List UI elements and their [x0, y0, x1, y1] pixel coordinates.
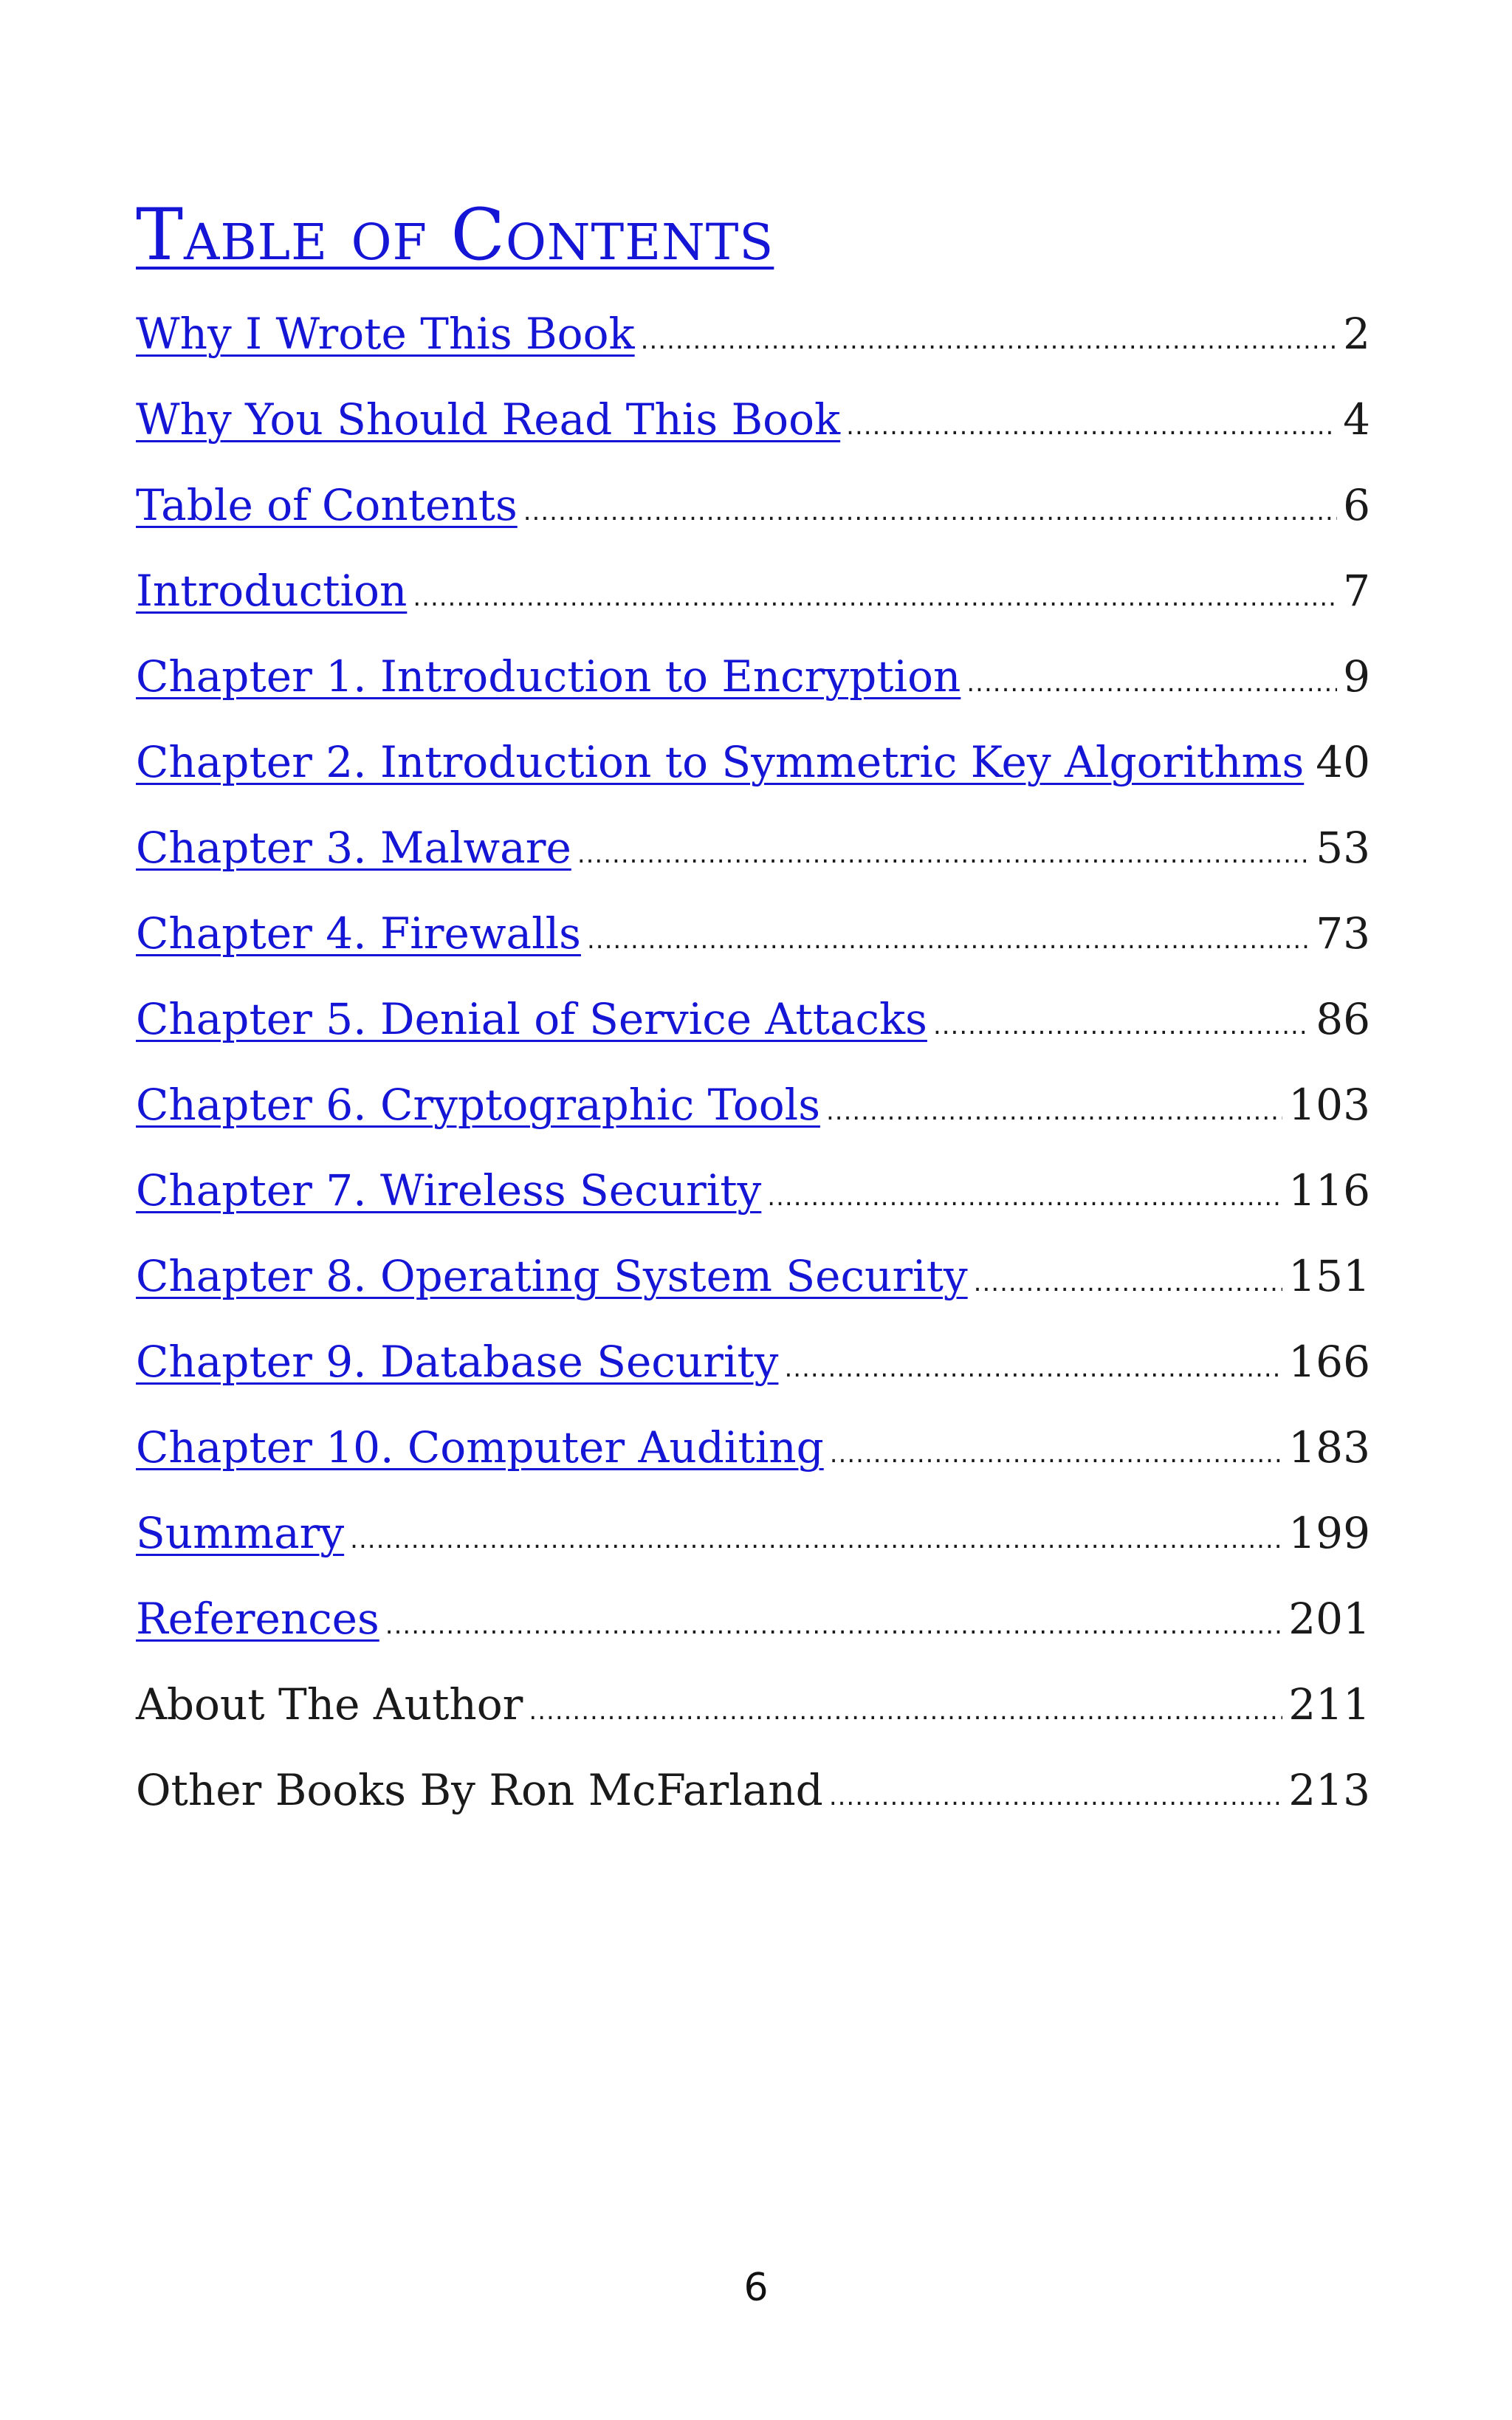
dot-leader — [826, 1083, 1282, 1139]
footer-page-number: 6 — [743, 2266, 769, 2310]
toc-entry — [136, 991, 1370, 1077]
toc-entry-label[interactable]: Chapter 2. Introduction to Symmetric Key Algorithms — [136, 737, 1305, 787]
toc-entry-label[interactable]: Chapter 7. Wireless Security — [136, 1165, 762, 1216]
toc-entry-label[interactable]: Table of Contents — [136, 480, 518, 530]
toc-entry — [136, 1077, 1370, 1162]
dot-leader — [413, 569, 1337, 625]
toc-entry — [136, 1591, 1370, 1676]
toc-entry-label[interactable]: Chapter 9. Database Security — [136, 1337, 779, 1387]
toc-entry-page: 53 — [1316, 823, 1370, 873]
dot-leader — [830, 1426, 1283, 1482]
toc-entry-page: 151 — [1288, 1251, 1370, 1301]
toc-entry — [136, 1162, 1370, 1248]
toc-entry-label[interactable]: Chapter 4. Firewalls — [136, 908, 581, 959]
toc-entry — [136, 477, 1370, 563]
toc-entry-page: 116 — [1288, 1165, 1370, 1216]
toc-entry-page: 7 — [1343, 566, 1370, 616]
toc-entry-label[interactable]: Chapter 6. Cryptographic Tools — [136, 1080, 820, 1130]
toc-entry-label[interactable]: Chapter 1. Introduction to Encryption — [136, 651, 961, 702]
toc-entry — [136, 1419, 1370, 1505]
toc-entry — [136, 905, 1370, 991]
toc-entry-page: 2 — [1343, 309, 1370, 359]
dot-leader — [933, 998, 1310, 1054]
dot-leader — [587, 912, 1310, 968]
dot-leader — [767, 1169, 1282, 1225]
toc-entry-page: 86 — [1316, 994, 1370, 1044]
toc-entry — [136, 1762, 1370, 1848]
dot-leader — [577, 826, 1310, 882]
dot-leader — [829, 1769, 1282, 1825]
toc-entry-label[interactable]: Chapter 8. Operating System Security — [136, 1251, 968, 1301]
toc-entry-page: 40 — [1316, 737, 1371, 787]
dot-leader — [350, 1512, 1282, 1568]
toc-entry-label[interactable]: Chapter 5. Denial of Service Attacks — [136, 994, 927, 1044]
toc-entry-label[interactable]: Summary — [136, 1508, 345, 1558]
toc-entry-label[interactable]: References — [136, 1594, 379, 1644]
dot-leader — [974, 1255, 1283, 1311]
dot-leader — [523, 484, 1337, 540]
toc-entry — [136, 1334, 1370, 1419]
toc-entry — [136, 306, 1370, 391]
toc-entry-label[interactable]: Why I Wrote This Book — [136, 309, 635, 359]
toc-entry — [136, 1505, 1370, 1591]
toc-entry-page: 73 — [1316, 908, 1370, 959]
toc-entry — [136, 1248, 1370, 1334]
toc-entry-page: 4 — [1343, 394, 1370, 445]
toc-entry-label: Other Books By Ron McFarland — [136, 1765, 823, 1815]
dot-leader — [966, 655, 1337, 711]
toc-entry-page: 166 — [1288, 1337, 1370, 1387]
toc-list — [136, 306, 1370, 1848]
toc-entry-label[interactable]: Chapter 10. Computer Auditing — [136, 1422, 824, 1473]
toc-entry-page: 199 — [1288, 1508, 1370, 1558]
dot-leader — [385, 1597, 1283, 1653]
toc-entry-page: 6 — [1343, 480, 1370, 530]
toc-entry-label[interactable]: Introduction — [136, 566, 408, 616]
toc-entry — [136, 1676, 1370, 1762]
toc-entry — [136, 563, 1370, 648]
toc-entry-page: 213 — [1288, 1765, 1370, 1815]
toc-entry-page: 183 — [1288, 1422, 1370, 1473]
toc-entry-label: About The Author — [136, 1679, 523, 1730]
dot-leader — [784, 1340, 1282, 1396]
toc-entry — [136, 648, 1370, 734]
toc-entry — [136, 734, 1370, 820]
dot-leader — [529, 1683, 1282, 1739]
dot-leader — [641, 312, 1337, 369]
dot-leader — [846, 398, 1337, 454]
toc-entry-page: 201 — [1288, 1594, 1370, 1644]
toc-entry-label[interactable]: Why You Should Read This Book — [136, 394, 841, 445]
toc-entry-label[interactable]: Chapter 3. Malware — [136, 823, 571, 873]
toc-entry-page: 211 — [1288, 1679, 1370, 1730]
toc-entry-page: 103 — [1288, 1080, 1370, 1130]
toc-heading[interactable]: Table of Contents — [136, 193, 774, 276]
toc-entry — [136, 391, 1370, 477]
toc-entry-page: 9 — [1343, 651, 1370, 702]
toc-entry — [136, 820, 1370, 905]
